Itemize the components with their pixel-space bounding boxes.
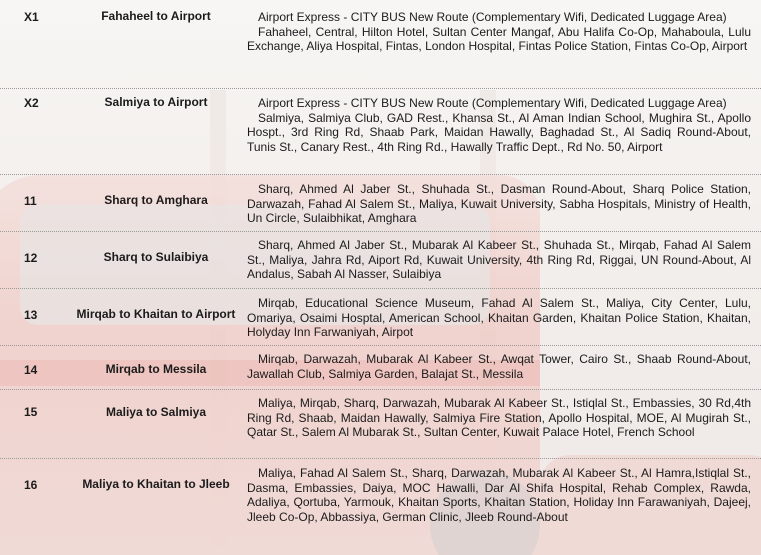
route-description: Airport Express - CITY BUS New Route (Complementary Wifi, Dedicated Luggage Area) [258, 96, 727, 110]
route-name: Salmiya to Airport [104, 95, 208, 109]
route-description: Fahaheel, Central, Hilton Hotel, Sultan Center Mangaf, Abu Halifa Co-Op, Mahaboula, Lulu Exchange, Aliya Hospital, Fintas, London Hospital, Fintas Police Station, Fintas Co-Op, Airport [247, 24, 751, 53]
route-stops [247, 296, 751, 340]
row-divider [0, 174, 761, 175]
route-number: 11 [24, 194, 37, 208]
route-description: Sharq, Ahmed Al Jaber St., Shuhada St., Dasman Round-About, Sharq Police Station, Darwazah, Fahad Al Salem St., Maliya, Kuwait University, Sabha Hospitals, Ministry of Health, Un Circle, Sulaibhikat, Amghara [247, 182, 751, 225]
route-name: Maliya to Khaitan to Jleeb [82, 477, 230, 491]
route-stops [247, 10, 751, 54]
route-name: Mirqab to Messila [105, 362, 207, 376]
route-name: Sharq to Amghara [104, 193, 208, 207]
route-name: Mirqab to Khaitan to Airport [76, 307, 236, 321]
route-number: 12 [24, 251, 38, 265]
route-number: 15 [24, 405, 38, 419]
route-stops [247, 466, 751, 524]
route-name: Maliya to Salmiya [105, 405, 207, 419]
route-stops [247, 352, 751, 381]
row-divider [0, 389, 761, 390]
route-number: 14 [24, 363, 38, 377]
row-divider [0, 458, 761, 459]
route-description: Maliya, Mirqab, Sharq, Darwazah, Mubarak Al Kabeer St., Istiqlal St., Embassies, 30 Rd,4th Ring Rd, Shaab, Maidan Hawally, Salmiya Fire Station, Apollo Hospital, MOE, Al Mugirah St., Qatar St., Salem Al Mubarak St., Sultan Center, Kuwait Palace Hotel, French School [247, 396, 751, 439]
row-divider [0, 288, 761, 289]
row-divider [0, 88, 761, 89]
route-description: Sharq, Ahmed Al Jaber St., Mubarak Al Kabeer St., Shuhada St., Mirqab, Fahad Al Salem St., Maliya, Jahra Rd, Aiport Rd, Kuwait University, 4th Ring Rd, Riggai, UN Round-About, Al Andalus, Sabah Al Nasser, Sulaibiya [247, 238, 751, 281]
route-number: X1 [24, 10, 39, 24]
row-divider [0, 345, 761, 346]
route-description: Mirqab, Darwazah, Mubarak Al Kabeer St., Awqat Tower, Cairo St., Shaab Round-About, Jawallah Club, Salmiya Garden, Balajat St., Messila [247, 352, 751, 381]
route-stops [247, 96, 751, 154]
route-stops [247, 396, 751, 440]
route-stops [247, 182, 751, 226]
route-name: Sharq to Sulaibiya [103, 250, 209, 264]
route-description: Mirqab, Educational Science Museum, Fahad Al Salem St., Maliya, City Center, Lulu, Omariya, Osaimi Hosptal, American School, Khaitan Garden, Khaitan Police Station, Khaitan, Holyday Inn Farwaniyah, Airpot [247, 296, 751, 339]
row-divider [0, 231, 761, 232]
route-stops [247, 238, 751, 282]
route-number: 13 [24, 308, 38, 322]
route-description: Maliya, Fahad Al Salem St., Sharq, Darwazah, Mubarak Al Kabeer St., Al Hamra,Istiqlal St., Dasma, Embassies, Daiya, MOC Hawalli, Dar Al Shifa Hospital, Rehab Complex, Rawda, Adaliya, Qortuba, Yarmouk, Khaitan Sports, Khaitan Station, Holiday Inn Farawaniyah, Dajeej, Jleeb Co-Op, Abbassiya, German Clinic, Jleeb Round-About [247, 466, 751, 524]
route-name: Fahaheel to Airport [101, 9, 211, 23]
route-number: 16 [24, 478, 38, 492]
route-number: X2 [24, 96, 39, 110]
route-description: Salmiya, Salmiya Club, GAD Rest., Khansa St., Al Aman Indian School, Mughira St., Apollo Hospt., 3rd Ring Rd, Shaab Park, Maidan Hawally, Baghadad St., Al Sadiq Round-About, Tunis St., Canary Rest., 4th Ring Rd., Hawally Traffic Dept., Rd No. 50, Airport [247, 110, 751, 154]
route-description: Airport Express - CITY BUS New Route (Complementary Wifi, Dedicated Luggage Area) [258, 10, 727, 24]
